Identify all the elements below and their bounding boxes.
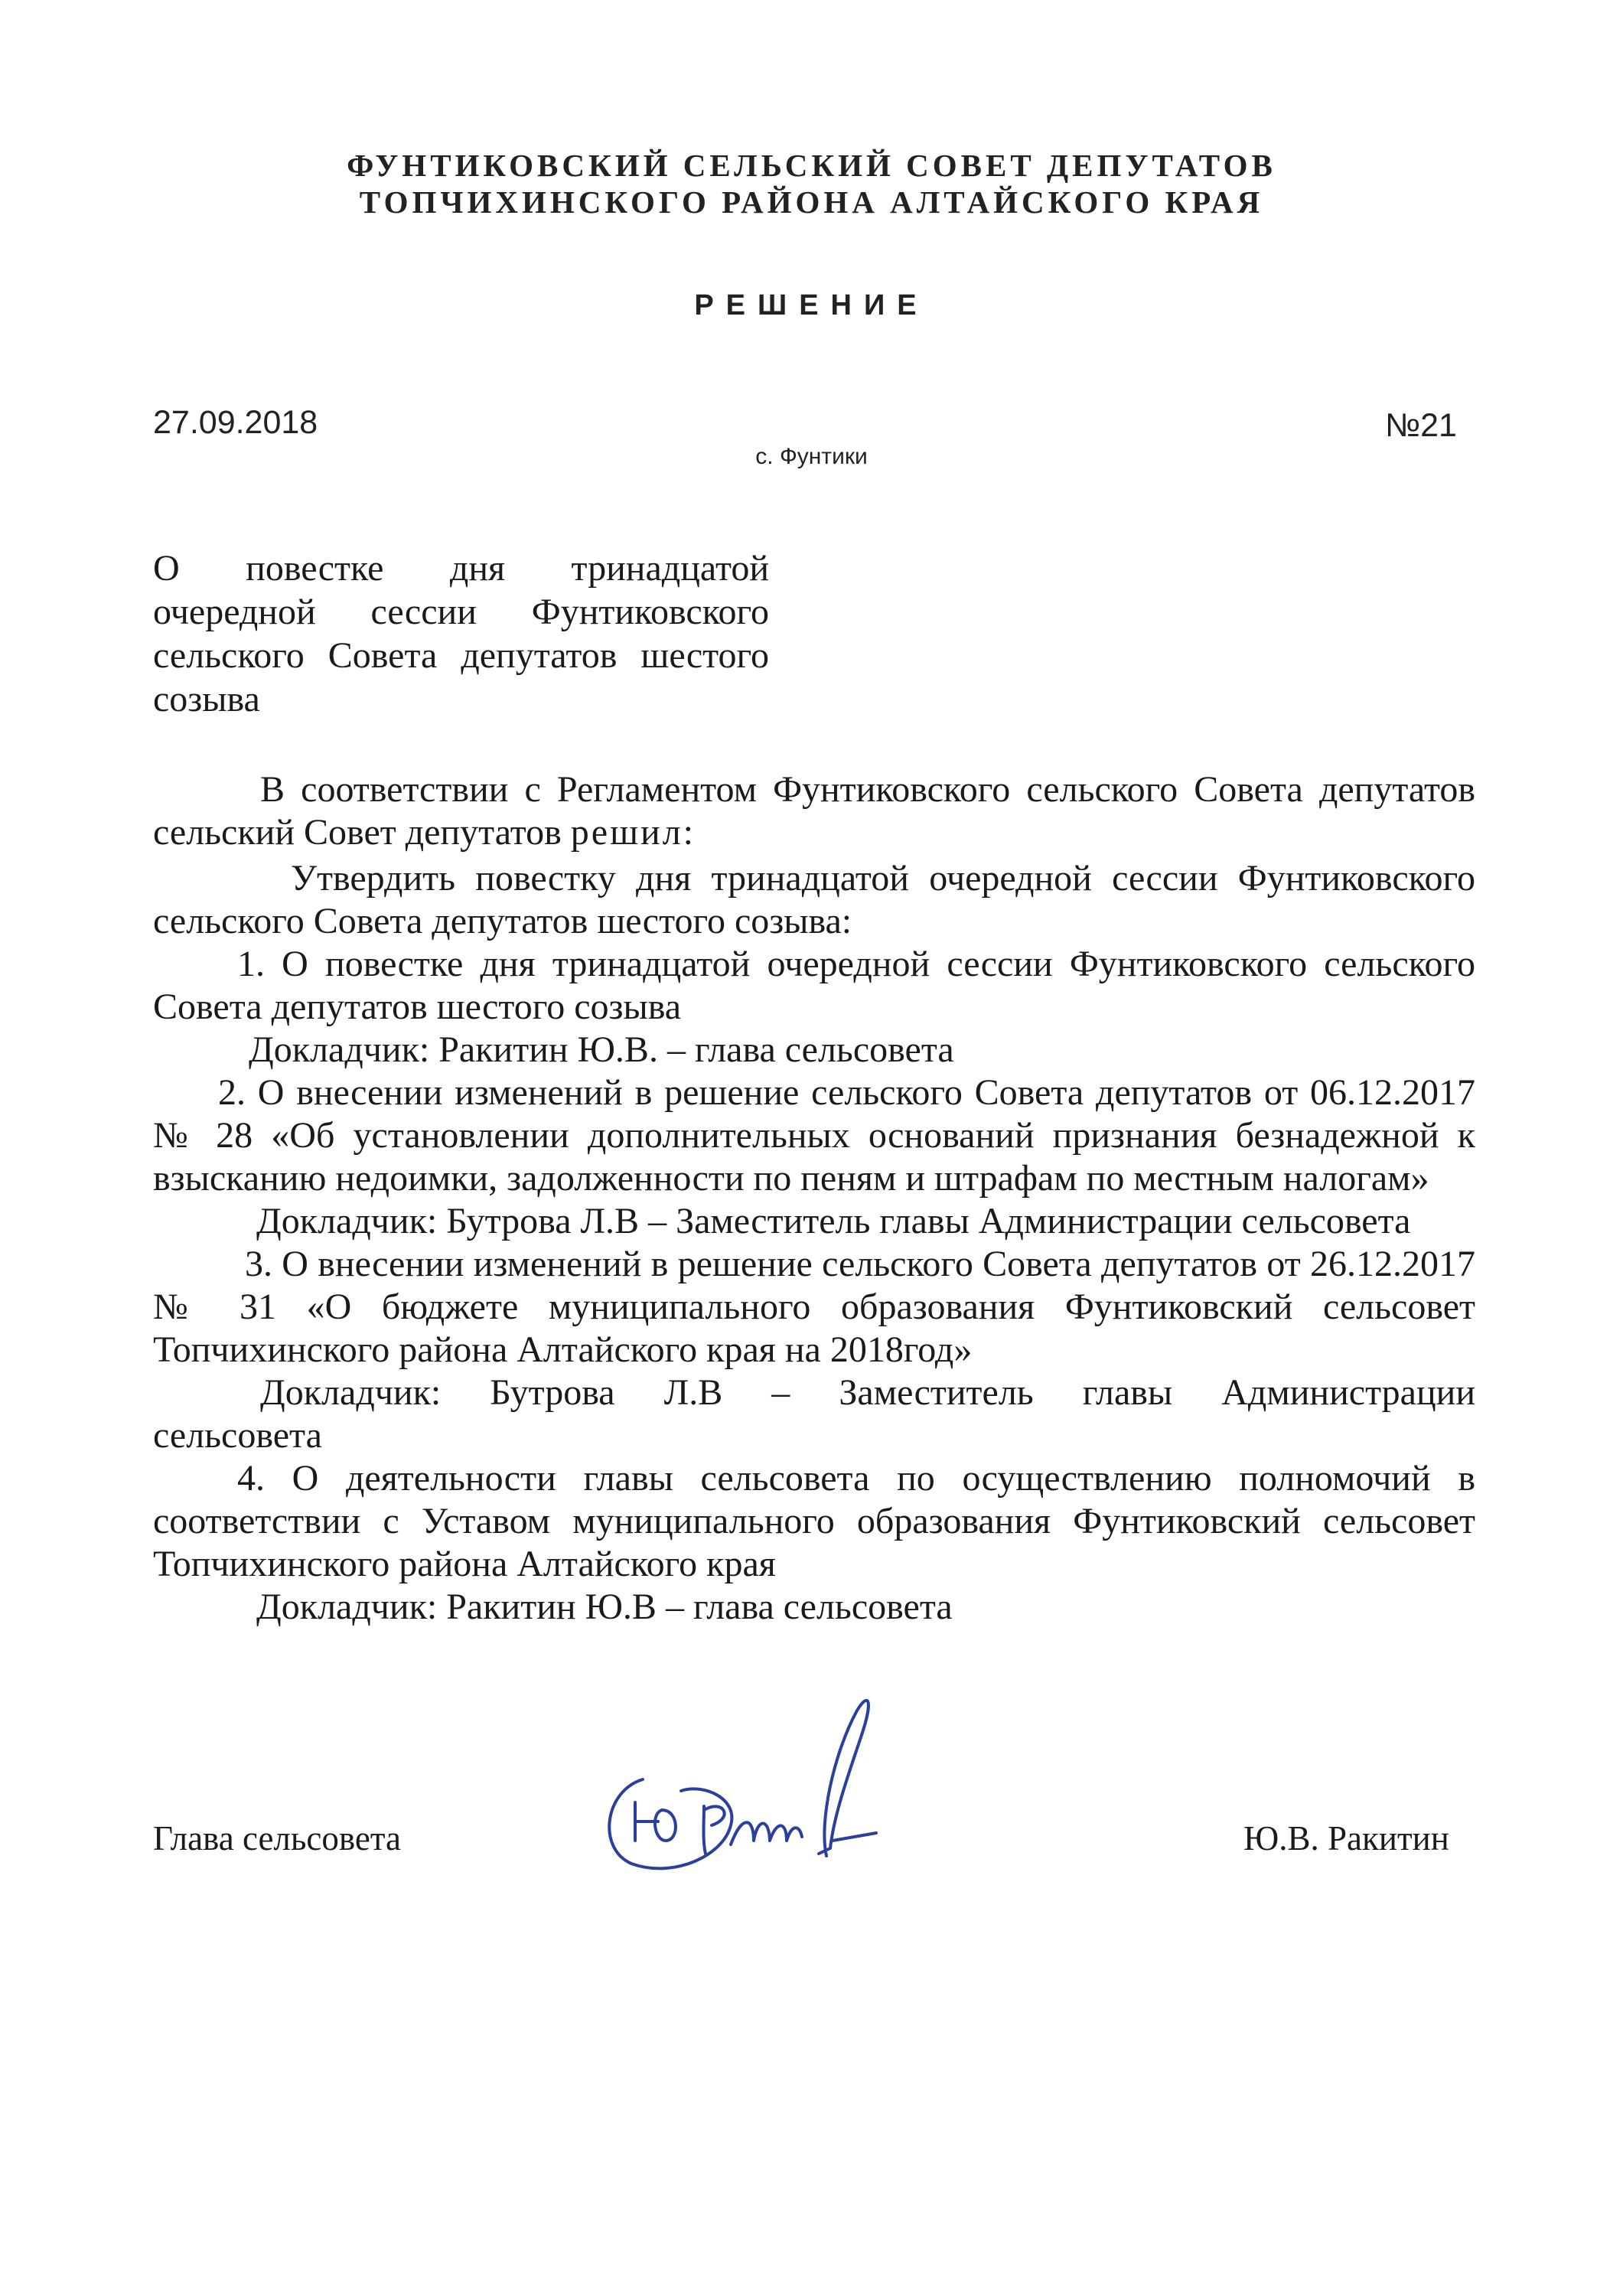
signatory-position: Глава сельсовета (153, 1819, 402, 1857)
handwritten-signature (589, 1684, 926, 1890)
signature-stroke-flourish (819, 1701, 869, 1856)
preamble (153, 768, 1475, 854)
council-name-line-2: ТОПЧИХИНСКОГО РАЙОНА АЛТАЙСКОГО КРАЯ (359, 184, 1264, 220)
document-subject: О повестке дня тринадцатой очередной сессии Фунтиковского сельского Совета депутатов шестого созыва (153, 548, 769, 719)
document-date: 27.09.2018 (153, 404, 318, 441)
agenda-speaker-3: Докладчик: Бутрова Л.В – Заместитель главы Администрации сельсовета (153, 1372, 1475, 1456)
council-name-line-1: ФУНТИКОВСКИЙ СЕЛЬСКИЙ СОВЕТ ДЕПУТАТОВ (347, 148, 1276, 183)
document-place: с. Фунтики (755, 444, 868, 469)
agenda-speaker-4: Докладчик: Ракитин Ю.В – глава сельсовета (256, 1587, 953, 1627)
agenda-item-1: 1. О повестке дня тринадцатой очередной сессии Фунтиковского сельского Совета депутатов шестого созыва (153, 944, 1475, 1027)
resolution-text: Утвердить повестку дня тринадцатой очередной сессии Фунтиковского сельского Совета депутатов шестого созыва: (153, 858, 1475, 941)
agenda-speaker-1: Докладчик: Ракитин Ю.В. – глава сельсовета (249, 1029, 954, 1070)
signature-stroke-word (731, 1822, 802, 1844)
signature-stroke-yu (635, 1802, 676, 1841)
signature-stroke-r (704, 1806, 725, 1854)
agenda-item-4: 4. О деятельности главы сельсовета по осуществлению полномочий в соответствии с Уставом муниципального образования Фунтиковский сельсовет Топчихинского района Алтайского края (153, 1458, 1475, 1584)
document-number: №21 (1385, 407, 1457, 444)
signatory-name: Ю.В. Ракитин (1243, 1819, 1449, 1857)
preamble-decided: решил: (570, 812, 696, 853)
signature-stroke-tail (833, 1833, 876, 1841)
preamble-text: В соответствии с Регламентом Фунтиковского сельского Совета депутатов сельский Совет депутатов (153, 769, 1475, 853)
agenda-item-2: 2. О внесении изменений в решение сельского Совета депутатов от 06.12.2017 № 28 «Об установлении дополнительных оснований признания безнадежной к взысканию недоимки, задолженности по пеням и штрафам по местным налогам» (153, 1072, 1475, 1199)
agenda-item-3: 3. О внесении изменений в решение сельского Совета депутатов от 26.12.2017 № 31 «О бюджете муниципального образования Фунтиковский сельсовет Топчихинского района Алтайского края на 2018год» (153, 1244, 1475, 1370)
document-type: РЕШЕНИЕ (694, 289, 929, 321)
agenda-speaker-2: Докладчик: Бутрова Л.В – Заместитель главы Администрации сельсовета (256, 1201, 1411, 1241)
document-body (153, 768, 1475, 1629)
